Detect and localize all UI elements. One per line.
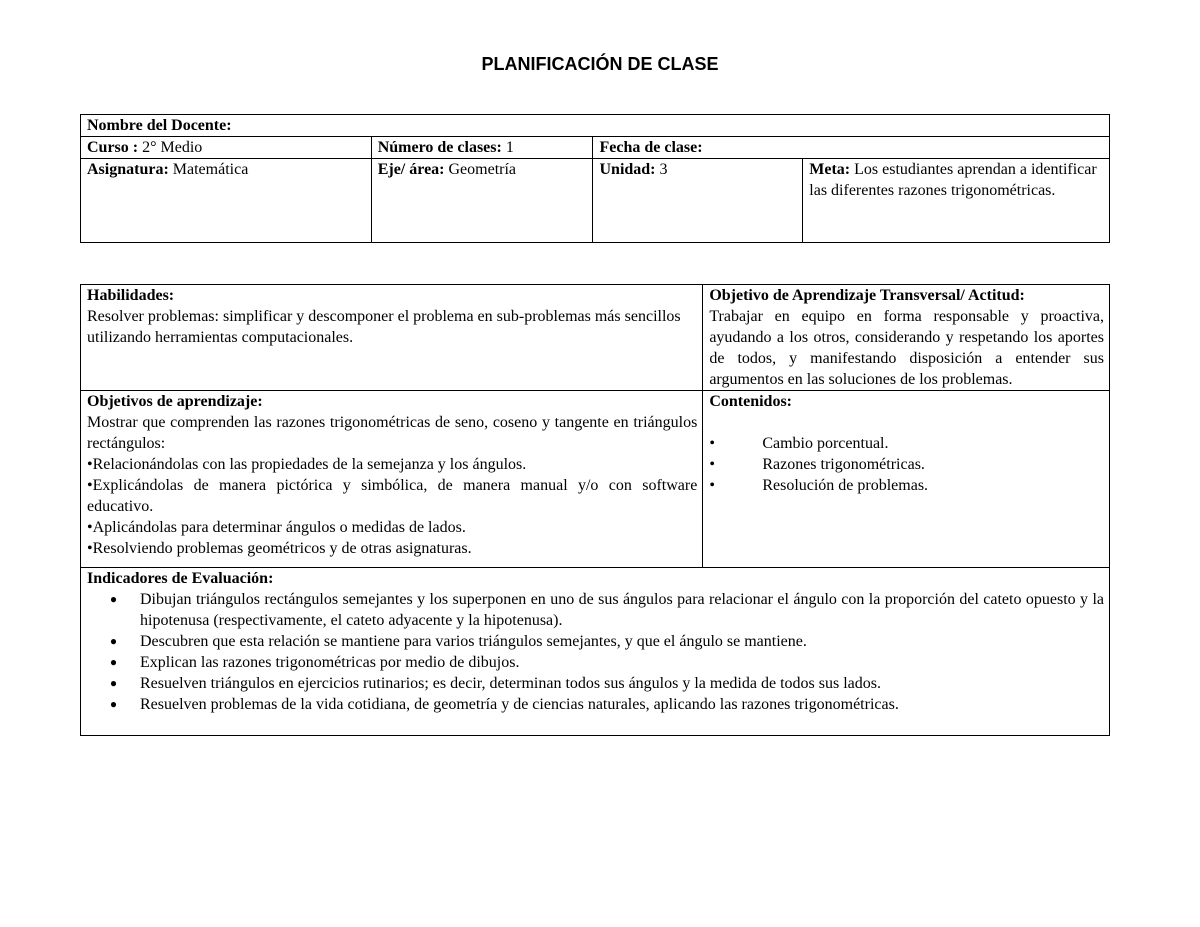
- docente-label: Nombre del Docente:: [87, 117, 232, 134]
- habilidades-text: Resolver problemas: simplificar y descomponer el problema en sub-problemas más sencillos utilizando herramientas computacionales.: [87, 308, 681, 346]
- curso-cell: [81, 137, 372, 159]
- contenidos-list: [709, 433, 1104, 496]
- bullet-icon: ●: [109, 676, 118, 690]
- unidad-label: Unidad:: [599, 161, 656, 178]
- objetivo-item: •Aplicándolas para determinar ángulos o medidas de lados.: [87, 519, 466, 536]
- bullet-icon: •: [709, 456, 715, 473]
- bullet-icon: ●: [109, 655, 118, 669]
- bullet-icon: •: [709, 477, 715, 494]
- page-title: PLANIFICACIÓN DE CLASE: [481, 54, 719, 74]
- indicadores-row: [81, 568, 1110, 736]
- contenidos-cell: [703, 391, 1110, 568]
- list-item: [87, 694, 1104, 715]
- objetivos-cell: [81, 391, 703, 568]
- list-item: [87, 589, 1104, 631]
- curso-row: [81, 137, 1110, 159]
- eje-value: Geometría: [444, 161, 517, 178]
- bullet-icon: •: [709, 435, 715, 452]
- bullet-icon: ●: [109, 697, 118, 711]
- asignatura-row: [81, 159, 1110, 243]
- class-info-table: [80, 114, 1110, 243]
- contenido-text: Razones trigonométricas.: [762, 456, 925, 473]
- list-item: [87, 652, 1104, 673]
- oat-cell: [703, 285, 1110, 391]
- fecha-label: Fecha de clase:: [599, 139, 703, 156]
- asignatura-value: Matemática: [168, 161, 249, 178]
- asignatura-cell: [81, 159, 372, 243]
- curso-value: 2° Medio: [138, 139, 203, 156]
- indicador-text: Dibujan triángulos rectángulos semejantes y los superponen en uno de sus ángulos para relacionar el ángulo con la proporción del cateto opuesto y la hipotenusa (respectivamente, el cateto adyacente y la hipotenusa).: [140, 591, 1104, 629]
- meta-label: Meta:: [809, 161, 851, 178]
- numero-value: 1: [501, 139, 514, 156]
- list-item: [87, 631, 1104, 652]
- numero-cell: [371, 137, 593, 159]
- objetivos-intro: Mostrar que comprenden las razones trigonométricas de seno, coseno y tangente en triángulos rectángulos:: [87, 414, 698, 452]
- unidad-cell: [593, 159, 803, 243]
- numero-label: Número de clases:: [377, 139, 502, 156]
- objetivo-item: •Resolviendo problemas geométricos y de otras asignaturas.: [87, 540, 472, 557]
- curso-label: Curso :: [87, 139, 139, 156]
- contenido-text: Cambio porcentual.: [762, 435, 889, 452]
- habilidades-cell: [81, 285, 703, 391]
- unidad-value: 3: [655, 161, 668, 178]
- indicadores-cell: [81, 568, 1110, 736]
- learning-table: [80, 284, 1110, 736]
- eje-label: Eje/ área:: [377, 161, 445, 178]
- indicador-text: Descubren que esta relación se mantiene para varios triángulos semejantes, y que el ángulo se mantiene.: [140, 633, 807, 650]
- eje-cell: [371, 159, 593, 243]
- indicador-text: Explican las razones trigonométricas por medio de dibujos.: [140, 654, 520, 671]
- bullet-icon: ●: [109, 634, 118, 648]
- indicador-text: Resuelven problemas de la vida cotidiana, de geometría y de ciencias naturales, aplicando las razones trigonométricas.: [140, 696, 899, 713]
- objetivo-item: •Explicándolas de manera pictórica y simbólica, de manera manual y/o con software educativo.: [87, 477, 698, 515]
- habilidades-label: Habilidades:: [87, 287, 175, 304]
- contenido-text: Resolución de problemas.: [762, 477, 929, 494]
- indicador-text: Resuelven triángulos en ejercicios rutinarios; es decir, determinan todos sus ángulos y la medida de todos sus lados.: [140, 675, 881, 692]
- list-item: [87, 673, 1104, 694]
- list-item: [709, 475, 1104, 496]
- indicadores-label: Indicadores de Evaluación:: [87, 570, 274, 587]
- contenidos-label: Contenidos:: [709, 393, 792, 410]
- oat-text: Trabajar en equipo en forma responsable y proactiva, ayudando a los otros, considerando y respetando los aportes de todos, y manifestando disposición a entender sus argumentos en las soluciones de los problemas.: [709, 308, 1104, 388]
- meta-cell: [803, 159, 1110, 243]
- objetivo-item: •Relacionándolas con las propiedades de la semejanza y los ángulos.: [87, 456, 527, 473]
- oat-label: Objetivo de Aprendizaje Transversal/ Actitud:: [709, 287, 1025, 304]
- docente-cell: [81, 115, 1110, 137]
- habilidades-row: [81, 285, 1110, 391]
- docente-row: [81, 115, 1110, 137]
- bullet-icon: ●: [109, 592, 118, 606]
- fecha-cell: [593, 137, 1110, 159]
- meta-value: Los estudiantes aprendan a identificar las diferentes razones trigonométricas.: [809, 161, 1097, 199]
- objetivos-row: [81, 391, 1110, 568]
- indicadores-list: [87, 589, 1104, 735]
- list-item: [709, 454, 1104, 475]
- objetivos-label: Objetivos de aprendizaje:: [87, 393, 263, 410]
- list-item: [709, 433, 1104, 454]
- asignatura-label: Asignatura:: [87, 161, 169, 178]
